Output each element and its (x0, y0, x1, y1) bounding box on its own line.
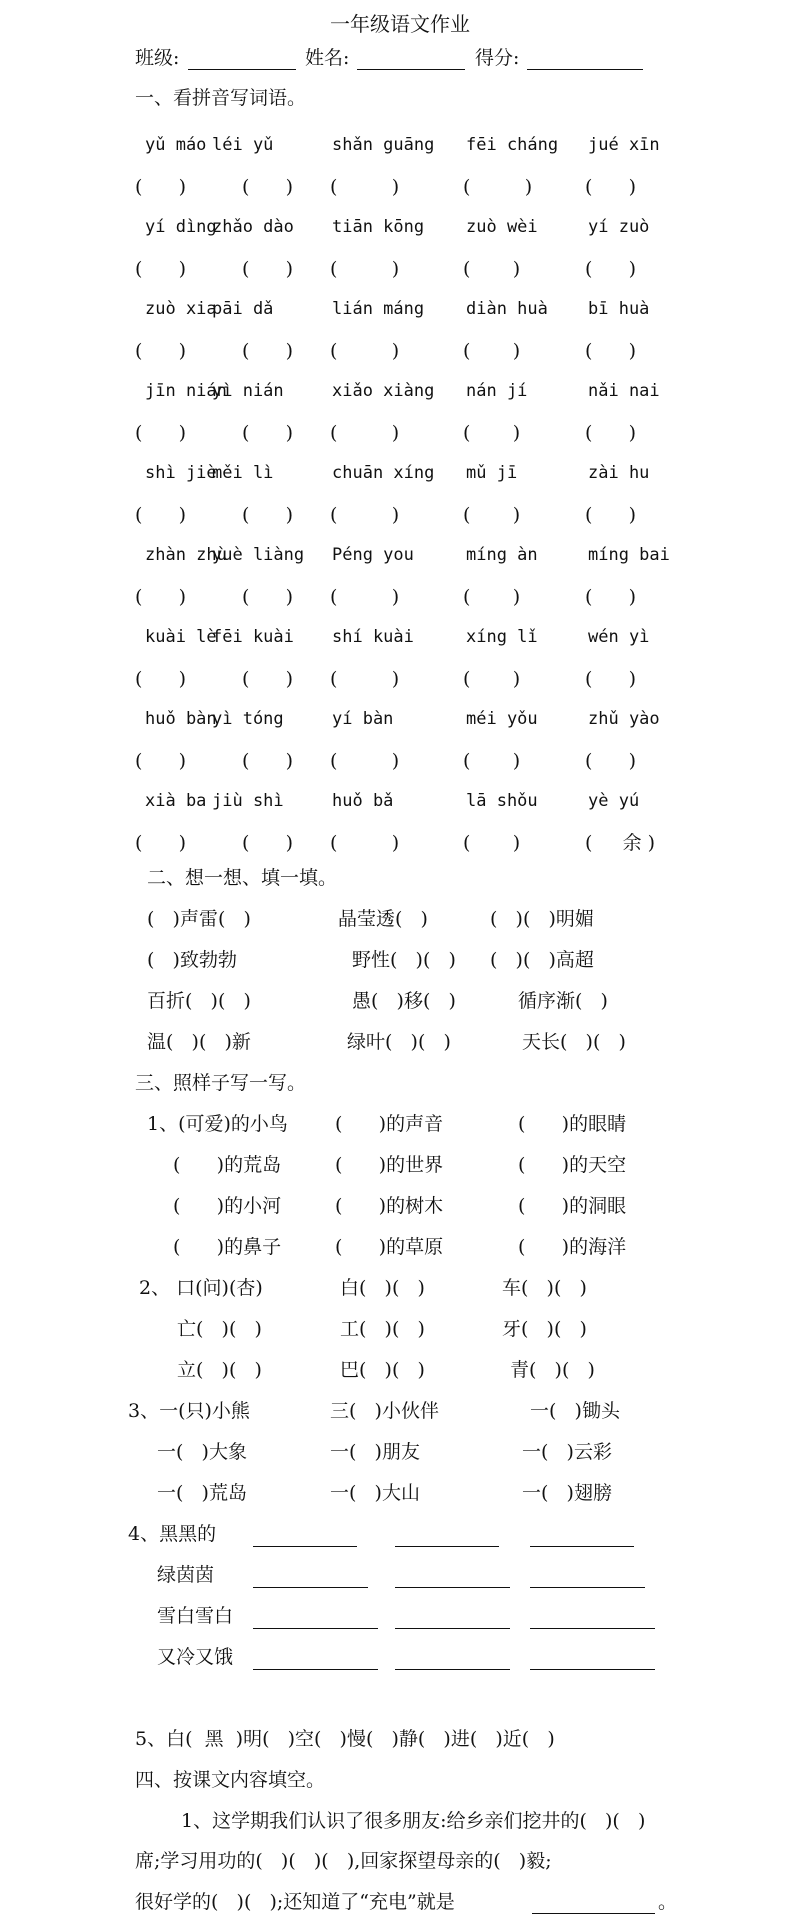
pinyin-word: jué xīn (588, 135, 660, 155)
answer-blank[interactable]: ( ) (242, 586, 294, 608)
pattern-word: 雪白雪白 (157, 1605, 234, 1627)
answer-blank[interactable]: ( ) (242, 340, 294, 362)
answer-blank[interactable]: ( ) (135, 586, 187, 608)
section-3-heading: 三、照样子写一写。 (135, 1072, 307, 1094)
answer-blank[interactable]: ( ) (330, 504, 400, 526)
answer-blank[interactable]: ( ) (463, 422, 521, 444)
pinyin-word: xíng lǐ (466, 627, 538, 647)
pinyin-word: Péng you (332, 545, 414, 565)
answer-blank[interactable]: ( ) (330, 832, 400, 854)
phrase-item: ( )的荒岛 (173, 1154, 282, 1176)
pinyin-word: huǒ bàn (145, 709, 217, 729)
score-field[interactable] (527, 69, 643, 70)
fill-item: ( )( )明媚 (490, 908, 594, 930)
answer-blank[interactable]: ( ) (585, 258, 637, 280)
answer-blank[interactable]: ( ) (135, 176, 187, 198)
answer-blank[interactable]: ( ) (135, 340, 187, 362)
pinyin-word: yí dìng (145, 217, 217, 237)
phrase-item: ( )的洞眼 (518, 1195, 627, 1217)
answer-blank[interactable]: ( ) (463, 504, 521, 526)
phrase-item: ( )的眼睛 (518, 1113, 627, 1135)
pinyin-word: yǔ máo (145, 135, 207, 155)
score-label: 得分: (475, 47, 520, 69)
answer-blank[interactable]: ( ) (135, 422, 187, 444)
answer-blank[interactable]: ( ) (585, 176, 637, 198)
answer-blank[interactable]: ( ) (585, 586, 637, 608)
pinyin-word: lián máng (332, 299, 425, 319)
pinyin-word: xiǎo xiàng (332, 381, 435, 401)
pinyin-word: pāi dǎ (212, 299, 274, 319)
answer-blank[interactable]: ( ) (135, 832, 187, 854)
phrase-item: ( )的世界 (335, 1154, 444, 1176)
answer-blank[interactable]: ( ) (330, 176, 400, 198)
pinyin-word: zuò xia (145, 299, 217, 319)
answer-blank[interactable]: ( ) (135, 258, 187, 280)
page-title: 一年级语文作业 (330, 12, 470, 36)
s4-line-3: 很好学的( )( );还知道了“充电”就是 (135, 1891, 455, 1913)
answer-line[interactable] (253, 1669, 378, 1670)
answer-blank[interactable]: ( ) (242, 750, 294, 772)
measure-item: 一( )朋友 (330, 1441, 420, 1463)
measure-item: 一( )云彩 (522, 1441, 612, 1463)
answer-line[interactable] (530, 1587, 645, 1588)
q5-antonyms: 5、白( 黑 )明( )空( )慢( )静( )进( )近( ) (135, 1728, 555, 1750)
answer-blank[interactable]: ( ) (242, 176, 294, 198)
character-item: 亡( )( ) (177, 1318, 262, 1340)
measure-item: 三( )小伙伴 (330, 1400, 439, 1422)
answer-blank[interactable]: ( 余 ) (585, 832, 656, 854)
pinyin-word: yì tóng (212, 709, 284, 729)
phrase-item: ( )的天空 (518, 1154, 627, 1176)
s4-line-3-end: 。 (658, 1891, 678, 1913)
measure-item: 一( )锄头 (530, 1400, 620, 1422)
answer-line[interactable] (530, 1628, 655, 1629)
phrase-item: ( )的树木 (335, 1195, 444, 1217)
phrase-item: ( )的海洋 (518, 1236, 627, 1258)
pattern-word: 绿茵茵 (157, 1564, 215, 1586)
answer-blank[interactable]: ( ) (330, 750, 400, 772)
pinyin-word: shǎn guāng (332, 135, 435, 155)
fill-item: 晶莹透( ) (338, 908, 428, 930)
pinyin-word: nǎi nai (588, 381, 660, 401)
answer-blank[interactable]: ( ) (585, 340, 637, 362)
pinyin-word: míng àn (466, 545, 538, 565)
answer-blank[interactable]: ( ) (463, 832, 521, 854)
answer-blank[interactable]: ( ) (242, 668, 294, 690)
pinyin-word: zhàn zhù (145, 545, 227, 565)
answer-blank[interactable]: ( ) (463, 340, 521, 362)
class-label: 班级: (135, 47, 180, 69)
pinyin-word: léi yǔ (212, 135, 274, 155)
fill-item: ( )( )高超 (490, 949, 594, 971)
answer-blank[interactable]: ( ) (330, 586, 400, 608)
answer-line[interactable] (395, 1546, 499, 1547)
pattern-word: 4、黑黑的 (128, 1523, 217, 1545)
pinyin-word: zuò wèi (466, 217, 538, 237)
answer-blank[interactable]: ( ) (463, 668, 521, 690)
pinyin-word: lā shǒu (466, 791, 538, 811)
pinyin-word: méi yǒu (466, 709, 538, 729)
phrase-item: 1、(可爱)的小鸟 (147, 1113, 288, 1135)
answer-blank[interactable]: ( ) (242, 258, 294, 280)
s4-answer-line[interactable] (532, 1913, 655, 1914)
pinyin-word: nán jí (466, 381, 528, 401)
phrase-item: ( )的草原 (335, 1236, 444, 1258)
character-item: 2、 口(问)(杏) (139, 1277, 263, 1299)
pinyin-word: jīn nián (145, 381, 227, 401)
section-2-heading: 二、想一想、填一填。 (147, 867, 338, 889)
answer-blank[interactable]: ( ) (330, 340, 400, 362)
pinyin-word: shì jiè (145, 463, 217, 483)
fill-item: 野性( )( ) (352, 949, 456, 971)
pattern-word: 又冷又饿 (157, 1646, 234, 1668)
fill-item: 百折( )( ) (147, 990, 251, 1012)
answer-line[interactable] (395, 1669, 510, 1670)
pinyin-word: chuān xíng (332, 463, 435, 483)
section-1-heading: 一、看拼音写词语。 (135, 87, 307, 109)
answer-line[interactable] (395, 1628, 510, 1629)
pinyin-word: shí kuài (332, 627, 414, 647)
answer-blank[interactable]: ( ) (242, 832, 294, 854)
measure-item: 3、一(只)小熊 (128, 1400, 250, 1422)
phrase-item: ( )的声音 (335, 1113, 444, 1135)
pinyin-word: mǔ jī (466, 463, 518, 483)
pinyin-word: bī huà (588, 299, 650, 319)
pinyin-word: míng bai (588, 545, 670, 565)
pinyin-word: měi lì (212, 463, 274, 483)
pinyin-word: zài hu (588, 463, 650, 483)
answer-line[interactable] (253, 1628, 378, 1629)
pinyin-word: tiān kōng (332, 217, 425, 237)
fill-item: ( )致勃勃 (147, 949, 237, 971)
pinyin-word: yí bàn (332, 709, 394, 729)
pinyin-word: kuài lè (145, 627, 217, 647)
answer-blank[interactable]: ( ) (585, 504, 637, 526)
pinyin-word: zhǎo dào (212, 217, 294, 237)
answer-blank[interactable]: ( ) (585, 422, 637, 444)
answer-line[interactable] (530, 1669, 655, 1670)
pinyin-word: yuè liàng (212, 545, 305, 565)
answer-blank[interactable]: ( ) (585, 750, 637, 772)
answer-blank[interactable]: ( ) (463, 176, 533, 198)
character-item: 车( )( ) (502, 1277, 587, 1299)
answer-line[interactable] (253, 1587, 368, 1588)
answer-blank[interactable]: ( ) (330, 258, 400, 280)
pinyin-word: xià ba (145, 791, 207, 811)
measure-item: 一( )荒岛 (157, 1482, 247, 1504)
answer-blank[interactable]: ( ) (330, 668, 400, 690)
class-field[interactable] (188, 69, 296, 70)
answer-blank[interactable]: ( ) (463, 750, 521, 772)
s4-line-2: 席;学习用功的( )( )( ),回家探望母亲的( )毅; (135, 1850, 552, 1872)
answer-blank[interactable]: ( ) (463, 586, 521, 608)
answer-blank[interactable]: ( ) (135, 668, 187, 690)
pinyin-word: yè yú (588, 791, 640, 811)
name-label: 姓名: (305, 47, 350, 69)
fill-item: 温( )( )新 (147, 1031, 251, 1053)
character-item: 牙( )( ) (502, 1318, 587, 1340)
pinyin-word: wén yì (588, 627, 650, 647)
phrase-item: ( )的小河 (173, 1195, 282, 1217)
pinyin-word: fēi cháng (466, 135, 559, 155)
pinyin-word: huǒ bǎ (332, 791, 394, 811)
fill-item: 天长( )( ) (522, 1031, 626, 1053)
measure-item: 一( )大山 (330, 1482, 420, 1504)
character-item: 工( )( ) (340, 1318, 425, 1340)
pinyin-word: yí zuò (588, 217, 650, 237)
phrase-item: ( )的鼻子 (173, 1236, 282, 1258)
pinyin-word: fēi kuài (212, 627, 294, 647)
measure-item: 一( )翅膀 (522, 1482, 612, 1504)
pinyin-word: jiù shì (212, 791, 284, 811)
answer-line[interactable] (530, 1546, 634, 1547)
section-4-heading: 四、按课文内容填空。 (135, 1769, 326, 1791)
fill-item: 愚( )移( ) (352, 990, 456, 1012)
measure-item: 一( )大象 (157, 1441, 247, 1463)
s4-line-1: 1、这学期我们认识了很多朋友:给乡亲们挖井的( )( ) (181, 1810, 646, 1832)
pinyin-word: zhǔ yào (588, 709, 660, 729)
answer-line[interactable] (253, 1546, 357, 1547)
pinyin-word: yì nián (212, 381, 284, 401)
answer-line[interactable] (395, 1587, 510, 1588)
character-item: 白( )( ) (340, 1277, 425, 1299)
character-item: 立( )( ) (177, 1359, 262, 1381)
answer-blank[interactable]: ( ) (135, 504, 187, 526)
character-item: 青( )( ) (510, 1359, 595, 1381)
pinyin-word: diàn huà (466, 299, 548, 319)
fill-item: 循序渐( ) (518, 990, 608, 1012)
fill-item: 绿叶( )( ) (347, 1031, 451, 1053)
answer-blank[interactable]: ( ) (135, 750, 187, 772)
answer-blank[interactable]: ( ) (242, 422, 294, 444)
answer-blank[interactable]: ( ) (330, 422, 400, 444)
answer-blank[interactable]: ( ) (242, 504, 294, 526)
fill-item: ( )声雷( ) (147, 908, 251, 930)
character-item: 巴( )( ) (340, 1359, 425, 1381)
name-field[interactable] (357, 69, 465, 70)
answer-blank[interactable]: ( ) (585, 668, 637, 690)
answer-blank[interactable]: ( ) (463, 258, 521, 280)
